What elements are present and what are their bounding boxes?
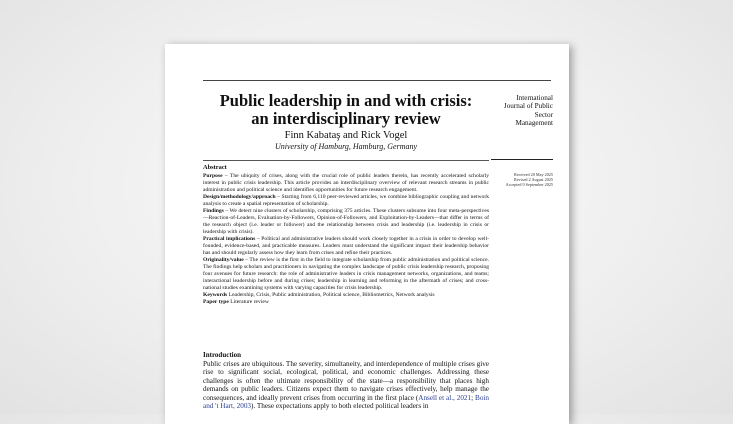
journal-line: International [516,94,553,102]
title-line-2: an interdisciplinary review [251,109,441,128]
design-label: Design/methodology/approach [203,194,276,200]
revised-date: Revised 2 August 2025 [514,177,553,183]
introduction-heading: Introduction [203,351,241,359]
journal-name [491,94,553,128]
top-rule [203,80,551,81]
abstract-rule [203,160,489,161]
abstract-design [203,194,489,208]
papertype-text: Literature review [228,299,269,305]
abstract-purpose [203,173,489,194]
journal-line: Journal of Public [503,102,553,111]
findings-text: – We detect nine clusters of scholarship, comprising 375 articles. These clusters subsume into four meta-perspectives—Reaction-of-Leaders, Evaluation-by-Followers, Opinion-of-Followers, and Exploitation-by-Leaders—that differ in terms of the research object (i.e. leader or follower) and the relationship between crisis and leadership (i.e. leadership in crisis or leadership with crisis). [203,208,489,235]
citation-link[interactable]: Boin and 't Hart, 2003 [203,393,490,411]
abstract-papertype [203,299,489,306]
abstract [203,164,489,306]
abstract-heading: Abstract [203,164,227,171]
design-text: – Starting from 6,110 peer-reviewed articles, we combine bibliographic coupling and network analysis to create a spatial representation of scholarship. [203,194,489,207]
journal-line: Management [515,119,553,128]
citation-link[interactable]: Ansell et al., 2021 [418,393,472,402]
intro-tail: ). These expectations apply to both elected political leaders in [251,402,429,411]
title-line-1: Public leadership in and with crisis: [219,91,473,110]
abstract-findings [203,208,489,236]
authors: Finn Kabataş and Rick Vogel [284,130,408,141]
citation-separator: ; [471,393,476,402]
practical-text: – Political and administrative leaders should work closely together in a crisis in order to develop well-founded, evidence-based, and practicable measures. Leaders must understand the significant impact their leadership behavior has and should regularly assess how they learn from crises and refine their practices. [203,236,490,256]
journal-line: Sector [534,110,553,119]
originality-text: – The review is the first in the field to integrate scholarship from public administration and political science. The findings help scholars and practitioners in navigating the complex landscape of public crisis leadership research, proposing four avenues for future research: the role of administrative leaders in crisis management networks, organizations, and teams; interactional leadership before and during crises; leadership in learning and reforming in the aftermath of crises; and cross-national studies examining systems with varying capacities for crisis leadership. [203,257,489,291]
journal-rule [491,159,553,160]
intro-body: Public crises are ubiquitous. The severity, simultaneity, and interdependence of multiple crises give rise to significant social, ecological, political, and economic challenges. Addressing these challenges is often the ultimate responsibility of the state—a responsibility that places high demands on public leaders. Citizens expect them to navigate crises effectively, help manage the consequences, and ideally prevent crises from occurring in the first place ( [203,360,489,402]
affiliation: University of Hamburg, Hamburg, Germany [274,142,418,151]
papertype-label: Paper type [203,299,229,305]
article-dates [491,172,553,188]
purpose-label: Purpose [203,173,223,179]
introduction-text [203,360,489,410]
purpose-text: – The ubiquity of crises, along with the crucial role of public leaders therein, has recently accelerated scholarly interest in public crisis leadership. This article provides an interdisciplinary overview of relevant research streams in public administration and political science and identifies opportunities for future research engagement. [203,173,489,193]
abstract-originality [203,257,489,292]
received-date: Received 20 May 2025 [514,172,553,177]
originality-label: Originality/value [203,257,244,263]
practical-label: Practical implications [203,236,256,242]
paper-title [203,92,489,128]
paper-page [165,44,569,424]
accepted-date: Accepted 9 September 2025 [505,182,553,188]
abstract-practical [203,236,489,257]
findings-label: Findings [203,208,224,214]
abstract-keywords [203,292,489,299]
keywords-label: Keywords [203,292,228,298]
keywords-text: Leadership, Crisis, Public administration, Political science, Bibliometrics, Network analysis [227,292,435,298]
